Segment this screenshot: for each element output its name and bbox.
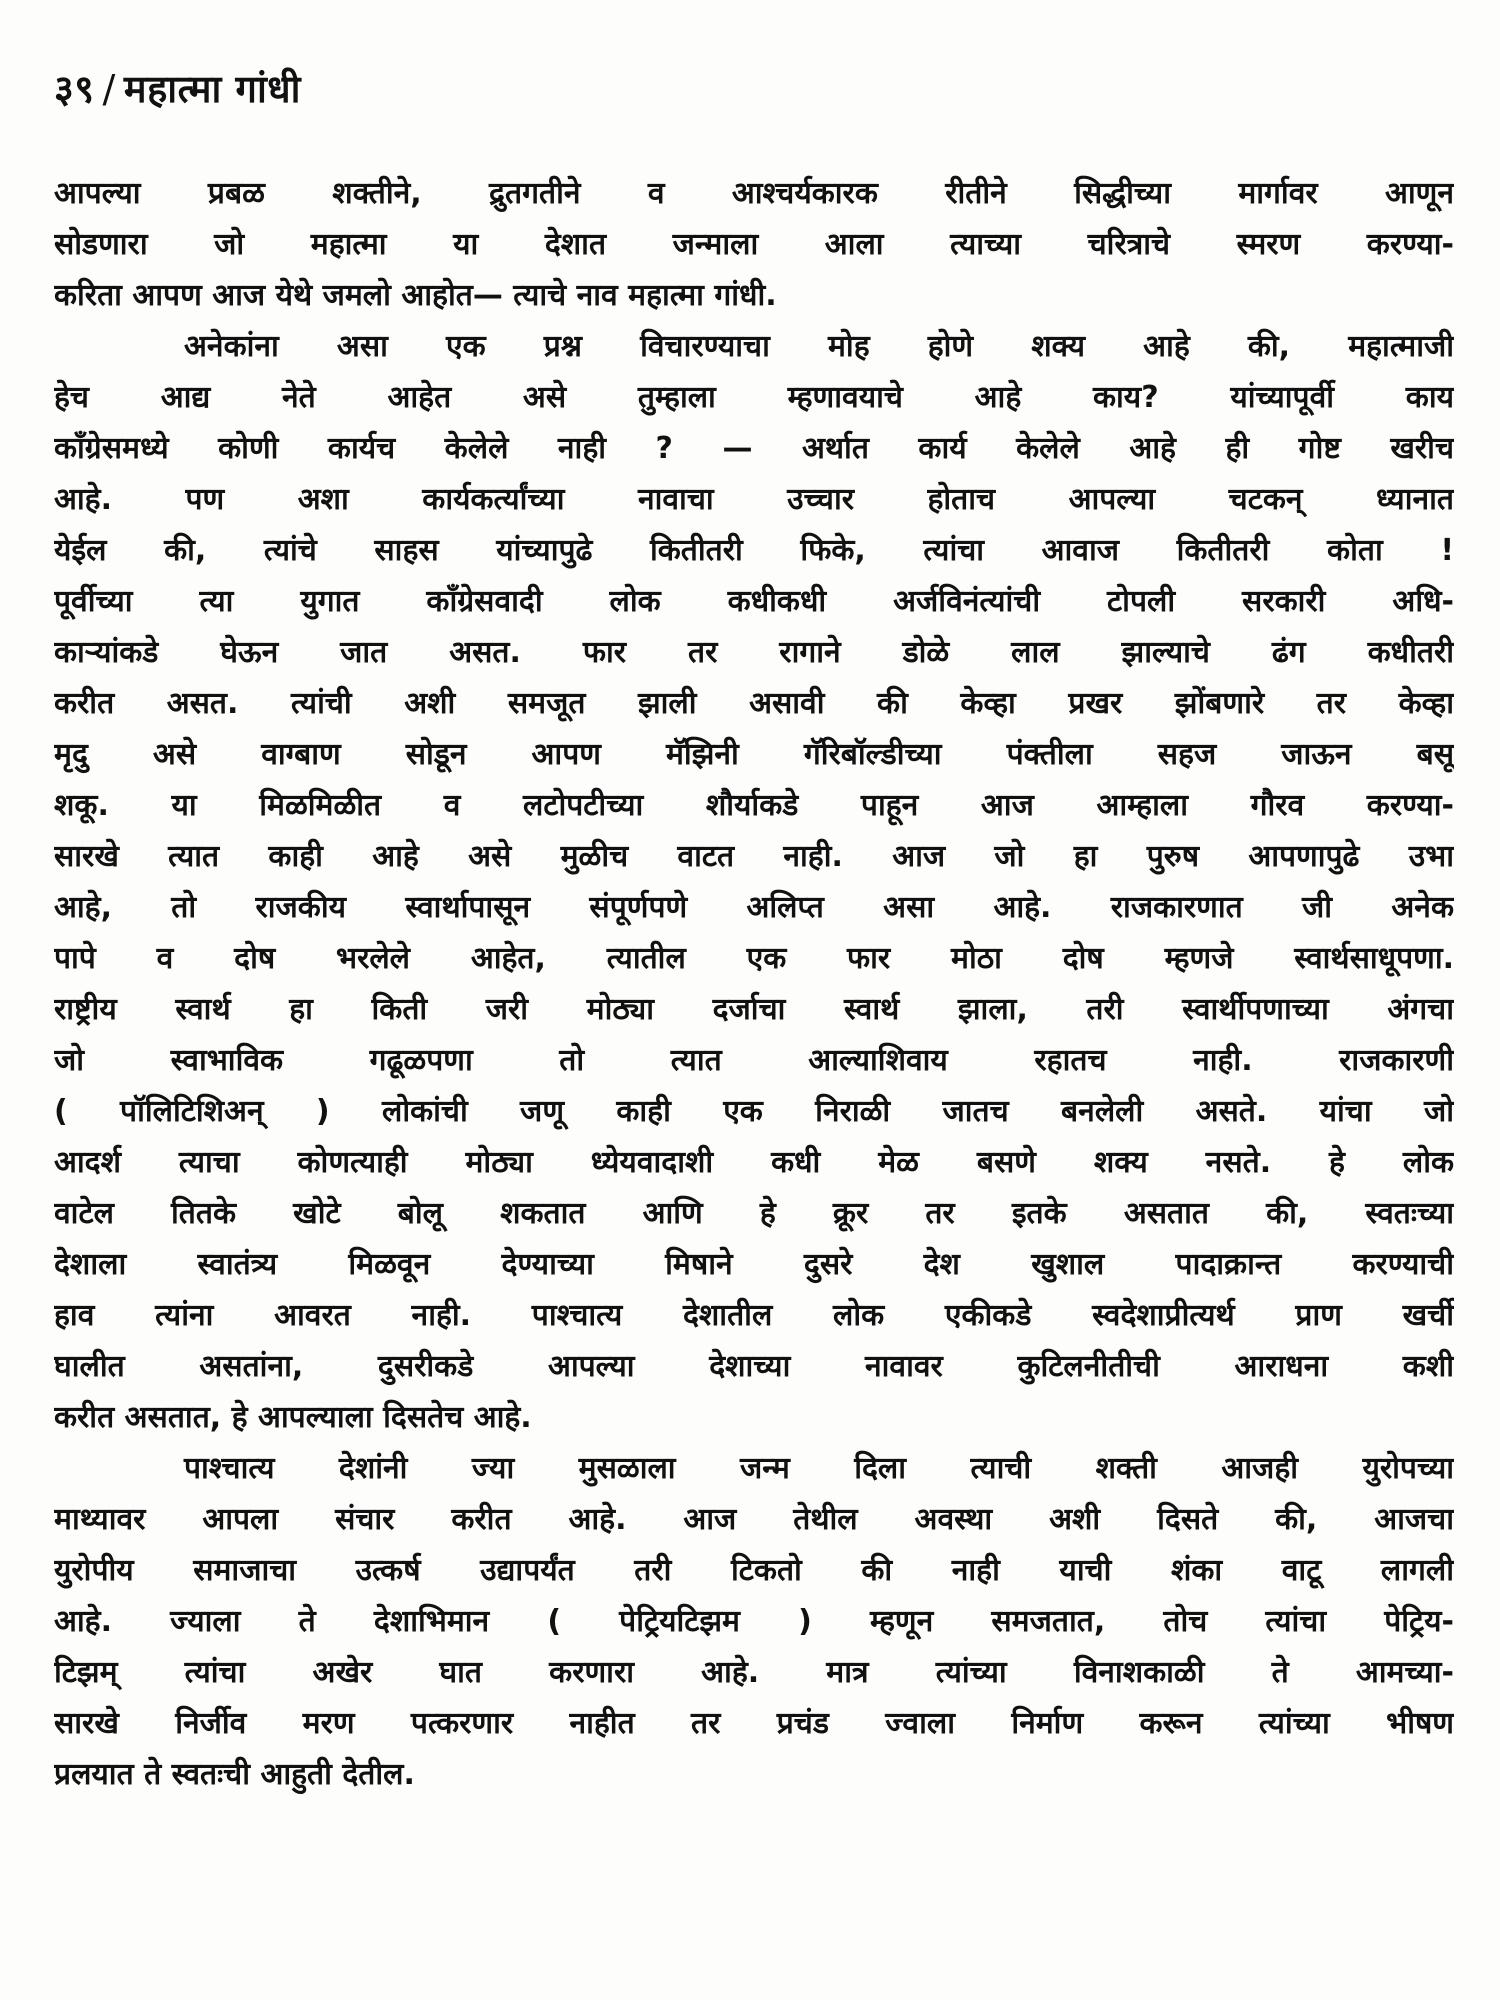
text-line: कॉंग्रेसमध्ये कोणी कार्यच केलेले नाही ? — अर्थात कार्य केलेले आहे ही गोष्ट खरीच	[54, 431, 1454, 466]
text-line: हेच आद्य नेते आहेत असे तुम्हाला म्हणावयाचे आहे काय? यांच्यापूर्वी काय	[54, 380, 1454, 415]
text-line: हाव त्यांना आवरत नाही. पाश्चात्य देशातील लोक एकीकडे स्वदेशाप्रीत्यर्थ प्राण खर्ची	[54, 1298, 1454, 1333]
text-line: आदर्श त्याचा कोणत्याही मोठ्या ध्येयवादाशी कधी मेळ बसणे शक्य नसते. हे लोक	[54, 1145, 1454, 1180]
text-line: घालीत असतांना, दुसरीकडे आपल्या देशाच्या नावावर कुटिलनीतीची आराधना कशी	[54, 1349, 1454, 1384]
book-title: महात्मा गांधी	[123, 67, 302, 111]
text-line: करिता आपण आज येथे जमलो आहोत— त्याचे नाव महात्मा गांधी.	[54, 278, 777, 313]
header-separator: /	[102, 67, 116, 111]
text-line: करीत असतात, हे आपल्याला दिसतेच आहे.	[54, 1400, 532, 1435]
text-line: प्रलयात ते स्वतःची आहुती देतील.	[54, 1757, 415, 1792]
text-line: करीत असत. त्यांची अशी समजूत झाली असावी की केव्हा प्रखर झोंबणारे तर केव्हा	[54, 686, 1454, 721]
text-line: आपल्या प्रबळ शक्तीने, द्रुतगतीने व आश्चर्यकारक रीतीने सिद्धीच्या मार्गावर आणून	[54, 176, 1454, 211]
text-line: पूर्वीच्या त्या युगात कॉंग्रेसवादी लोक कधीकधी अर्जविनंत्यांची टोपली सरकारी अधि-	[54, 584, 1454, 619]
text-line: सारखे त्यात काही आहे असे मुळीच वाटत नाही. आज जो हा पुरुष आपणापुढे उभा	[54, 839, 1454, 874]
text-line: आहे. ज्याला ते देशाभिमान ( पेट्रियटिझम ) म्हणून समजतात, तोच त्यांचा पेट्रिय-	[54, 1604, 1454, 1639]
text-line: टिझम् त्यांचा अखेर घात करणारा आहे. मात्र त्यांच्या विनाशकाळी ते आमच्या-	[54, 1655, 1454, 1690]
running-header	[54, 62, 301, 114]
text-line: सोडणारा जो महात्मा या देशात जन्माला आला त्याच्या चरित्राचे स्मरण करण्या-	[54, 227, 1454, 262]
page-number: ३९	[54, 67, 95, 111]
text-line: येईल की, त्यांचे साहस यांच्यापुढे कितीतरी फिके, त्यांचा आवाज कितीतरी कोता !	[54, 533, 1454, 568]
text-line: पापे व दोष भरलेले आहेत, त्यातील एक फार मोठा दोष म्हणजे स्वार्थसाधूपणा.	[54, 941, 1454, 976]
body-text	[54, 168, 1454, 1800]
text-line: आहे, तो राजकीय स्वार्थापासून संपूर्णपणे अलिप्त असा आहे. राजकारणात जी अनेक	[54, 890, 1454, 925]
text-line: शकू. या मिळमिळीत व लटोपटीच्या शौर्याकडे पाहून आज आम्हाला गौरव करण्या-	[54, 788, 1454, 823]
text-line: देशाला स्वातंत्र्य मिळवून देण्याच्या मिषाने दुसरे देश खुशाल पादाक्रान्त करण्याची	[54, 1247, 1454, 1282]
text-line: मृदु असे वाग्बाण सोडून आपण मॅझिनी गॅरिबॉल्डीच्या पंक्तीला सहज जाऊन बसू	[54, 737, 1454, 772]
text-line: राष्ट्रीय स्वार्थ हा किती जरी मोठ्या दर्जाचा स्वार्थ झाला, तरी स्वार्थीपणाच्या अंगचा	[54, 992, 1454, 1027]
text-line: माथ्यावर आपला संचार करीत आहे. आज तेथील अवस्था अशी दिसते की, आजचा	[54, 1502, 1454, 1537]
text-line: आहे. पण अशा कार्यकर्त्यांच्या नावाचा उच्चार होताच आपल्या चटकन् ध्यानात	[54, 482, 1454, 517]
text-line: वाटेल तितके खोटे बोलू शकतात आणि हे क्रूर तर इतके असतात की, स्वतःच्या	[54, 1196, 1454, 1231]
paragraph-start-line: अनेकांना असा एक प्रश्न विचारण्याचा मोह होणे शक्य आहे की, महात्माजी	[184, 329, 1454, 364]
text-line: ( पॉलिटिशिअन् ) लोकांची जणू काही एक निराळी जातच बनलेली असते. यांचा जो	[54, 1094, 1454, 1129]
paragraph-start-line: पाश्चात्य देशांनी ज्या मुसळाला जन्म दिला त्याची शक्ती आजही युरोपच्या	[184, 1451, 1454, 1486]
text-line: सारखे निर्जीव मरण पत्करणार नाहीत तर प्रचंड ज्वाला निर्माण करून त्यांच्या भीषण	[54, 1706, 1454, 1741]
text-line: युरोपीय समाजाचा उत्कर्ष उद्यापर्यंत तरी टिकतो की नाही याची शंका वाटू लागली	[54, 1553, 1454, 1588]
text-line: काऱ्यांकडे घेऊन जात असत. फार तर रागाने डोळे लाल झाल्याचे ढंग कधीतरी	[54, 635, 1454, 670]
text-line: जो स्वाभाविक गढूळपणा तो त्यात आल्याशिवाय रहातच नाही. राजकारणी	[54, 1043, 1454, 1078]
